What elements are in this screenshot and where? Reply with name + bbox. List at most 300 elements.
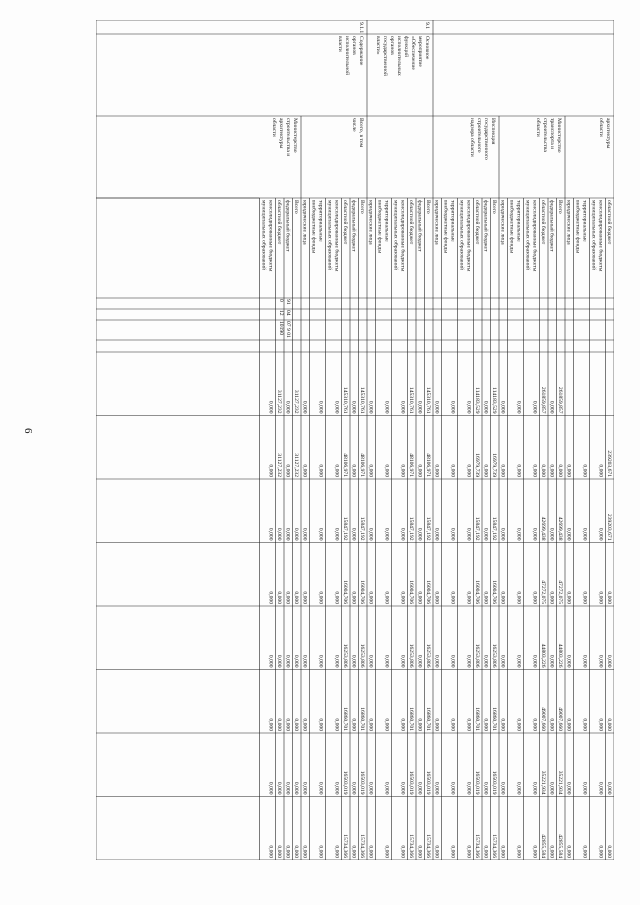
cell-value: 0,000	[284, 781, 291, 795]
cell-value: 0,000	[276, 654, 282, 668]
cell-value: 16253,806	[474, 643, 480, 668]
measure-name: Основноемероприятие«Обеспечениефункцийисполнительныхоргановгосударственнойвласти»	[375, 36, 430, 76]
cell-value: 0,000	[581, 781, 588, 795]
cell-value: 0,000	[482, 527, 489, 541]
cell-value: 0,000	[284, 654, 291, 668]
cell-value: 0,000	[565, 464, 572, 477]
cell-value: 0,000	[606, 845, 612, 858]
cell-value: 0,000	[465, 654, 472, 668]
cell-value: 0,000	[449, 781, 456, 795]
row-label: юридические лица	[499, 200, 506, 245]
cell-value: 0,000	[350, 400, 357, 414]
cell-value: 0,000	[597, 718, 604, 731]
budget-table	[96, 20, 614, 860]
row-label: областной бюджет	[408, 200, 414, 245]
cell-value: 0,000	[465, 845, 472, 858]
cell-value: 42699,438	[557, 516, 563, 541]
cell-value: 0,000	[499, 591, 506, 604]
cell-value: 0,000	[449, 464, 456, 477]
cell-value: 15734,366	[474, 834, 480, 858]
cell-value: 15847,192	[342, 516, 348, 541]
cell-value: 0,000	[449, 591, 456, 604]
cell-value: 0,000	[548, 464, 555, 477]
row-label: территориальныевнебюджетные фонды	[574, 200, 588, 254]
cell-value: 0,000	[276, 591, 282, 604]
cell-value: 0,000	[581, 654, 588, 668]
cell-value: 0,000	[540, 464, 546, 477]
cell-value: 44803,226	[557, 643, 563, 668]
cell-value: 0,000	[333, 400, 340, 414]
cell-value: 0,000	[433, 464, 440, 477]
cell-value: 261859,857	[557, 386, 563, 414]
cell-value: 48106,971	[408, 453, 414, 477]
cell-value: 0,000	[276, 527, 282, 541]
cell-value: 0,000	[597, 781, 604, 795]
budget-code-c2: 0412	[278, 310, 291, 316]
cell-value: 16253,806	[491, 643, 497, 668]
cell-value: 35221,934	[557, 770, 563, 795]
cell-value: 0,000	[367, 654, 374, 668]
cell-value: 0,000	[333, 527, 340, 541]
cell-value: 0,000	[284, 718, 291, 731]
cell-value: 16503,019	[342, 770, 348, 795]
cell-value: 0,000	[482, 654, 489, 668]
cell-value: 239203,671	[606, 450, 612, 477]
cell-value: 0,000	[465, 718, 472, 731]
cell-value: 0,000	[531, 527, 538, 541]
cell-value: 0,000	[449, 527, 456, 541]
cell-value: 42699,438	[540, 516, 546, 541]
cell-value: 0,000	[267, 654, 274, 668]
cell-value: 239203,671	[606, 513, 612, 541]
cell-value: 0,000	[531, 845, 538, 858]
row-label: консолидированные бюджетымуниципальных образований	[590, 200, 604, 272]
cell-value: 0,000	[499, 845, 506, 858]
cell-value: 0,000	[565, 654, 572, 668]
cell-value: 0,000	[581, 591, 588, 604]
cell-value: 31127,232	[276, 453, 282, 477]
cell-value: 15847,192	[359, 516, 365, 541]
cell-value: 0,000	[276, 718, 282, 731]
cell-value: 0,000	[597, 527, 604, 541]
cell-value: 15847,192	[408, 516, 414, 541]
cell-value: 0,000	[597, 845, 604, 858]
responsible-subject-continued: архитектурыобласти	[598, 118, 611, 149]
cell-value: 0,000	[565, 527, 572, 541]
cell-value: 16860,701	[342, 707, 348, 731]
cell-value: 0,000	[416, 400, 423, 414]
cell-value: 16860,701	[408, 707, 414, 731]
cell-value: 0,000	[317, 718, 324, 731]
cell-value: 0,000	[515, 654, 522, 668]
cell-value: 16004,706	[425, 580, 431, 604]
cell-value: 0,000	[581, 718, 588, 731]
cell-value: 0,000	[548, 400, 555, 414]
cell-value: 145310,761	[425, 386, 431, 414]
responsible-subject: Министерствотранспорта истроительстваобласти	[535, 118, 562, 153]
cell-value: 0,000	[367, 718, 374, 731]
cell-value: 0,000	[531, 591, 538, 604]
cell-value: 0,000	[367, 781, 374, 795]
cell-value: 0,000	[449, 400, 456, 414]
cell-value: 0,000	[267, 527, 274, 541]
cell-value: 31127,232	[293, 453, 299, 477]
cell-value: 0,000	[333, 781, 340, 795]
measure-code: 9.1	[424, 22, 430, 29]
cell-value: 0,000	[515, 591, 522, 604]
cell-value: 0,000	[581, 527, 588, 541]
cell-value: 47272,075	[557, 580, 563, 604]
cell-value: 0,000	[416, 527, 423, 541]
cell-value: 16860,701	[425, 707, 431, 731]
cell-value: 0,000	[557, 464, 563, 477]
cell-value: 0,000	[317, 845, 324, 858]
cell-value: 0,000	[301, 591, 308, 604]
cell-value: 0,000	[333, 845, 340, 858]
cell-value: 16004,706	[491, 580, 497, 604]
cell-value: 0,000	[383, 400, 390, 414]
cell-value: 0,000	[465, 400, 472, 414]
cell-value: 0,000	[482, 718, 489, 731]
cell-value: 0,000	[531, 781, 538, 795]
cell-value: 0,000	[515, 527, 522, 541]
cell-value: 145310,761	[342, 386, 348, 414]
cell-value: 0,000	[317, 591, 324, 604]
cell-value: 48106,971	[425, 453, 431, 477]
cell-value: 16503,019	[425, 770, 431, 795]
cell-value: 16253,806	[425, 643, 431, 668]
cell-value: 16503,019	[408, 770, 414, 795]
cell-value: 0,000	[293, 781, 299, 795]
budget-code-c1: 910	[278, 299, 291, 305]
cell-value: 0,000	[284, 400, 291, 414]
row-label: юридические лица	[565, 200, 572, 245]
cell-value: 0,000	[399, 591, 406, 604]
row-label: областной бюджет	[474, 200, 480, 245]
page-number: 6	[22, 428, 34, 434]
cell-value: 0,000	[565, 591, 572, 604]
cell-value: 0,000	[276, 845, 282, 858]
cell-value: 0,000	[581, 845, 588, 858]
cell-value: 0,000	[548, 718, 555, 731]
cell-value: 0,000	[565, 718, 572, 731]
cell-value: 0,000	[433, 718, 440, 731]
row-label: территориальныевнебюджетные фонды	[376, 200, 390, 254]
cell-value: 16253,806	[359, 643, 365, 668]
cell-value: 0,000	[293, 845, 299, 858]
cell-value: 0,000	[383, 591, 390, 604]
row-label: федеральный бюджет	[350, 200, 357, 252]
row-label: консолидированные бюджетымуниципальных образований	[260, 200, 274, 272]
cell-value: 16503,019	[359, 770, 365, 795]
cell-value: 0,000	[482, 781, 489, 795]
cell-value: 0,000	[433, 845, 440, 858]
cell-value: 0,000	[597, 654, 604, 668]
cell-value: 0,000	[433, 654, 440, 668]
cell-value: 0,000	[383, 527, 390, 541]
cell-value: 0,000	[482, 400, 489, 414]
row-label: консолидированные бюджетымуниципальных образований	[458, 200, 472, 272]
cell-value: 0,000	[267, 781, 274, 795]
cell-value: 0,000	[565, 845, 572, 858]
cell-value: 0,000	[449, 845, 456, 858]
cell-value: 0,000	[565, 781, 572, 795]
cell-value: 0,000	[284, 527, 291, 541]
cell-value: 0,000	[515, 464, 522, 477]
cell-value: 0,000	[367, 845, 374, 858]
cell-value: 0,000	[433, 591, 440, 604]
cell-value: 145310,761	[359, 386, 365, 414]
cell-value: 0,000	[284, 591, 291, 604]
cell-value: 145310,761	[408, 386, 414, 414]
cell-value: 15734,366	[491, 834, 497, 858]
cell-value: 0,000	[333, 464, 340, 477]
cell-value: 0,000	[606, 781, 612, 795]
responsible-subject: Инспекциягосударственногостроительногонадзора области	[469, 118, 496, 160]
cell-value: 0,000	[317, 527, 324, 541]
cell-value: 0,000	[399, 400, 406, 414]
row-label: территориальныевнебюджетные фонды	[310, 200, 324, 254]
cell-value: 16860,701	[359, 707, 365, 731]
cell-value: 16004,706	[408, 580, 414, 604]
cell-value: 0,000	[333, 718, 340, 731]
cell-value: 42855,584	[557, 834, 563, 858]
row-label: территориальныевнебюджетные фонды	[442, 200, 456, 254]
cell-value: 0,000	[276, 781, 282, 795]
cell-value: 0,000	[317, 400, 324, 414]
cell-value: 0,000	[531, 718, 538, 731]
cell-value: 16004,706	[342, 580, 348, 604]
cell-value: 0,000	[383, 718, 390, 731]
cell-value: 0,000	[433, 781, 440, 795]
cell-value: 0,000	[465, 591, 472, 604]
cell-value: 0,000	[531, 654, 538, 668]
responsible-subject: Всего, в томчисле	[351, 118, 364, 148]
cell-value: 0,000	[293, 718, 299, 731]
cell-value: 0,000	[317, 464, 324, 477]
cell-value: 0,000	[301, 464, 308, 477]
cell-value: 0,000	[449, 654, 456, 668]
cell-value: 15847,192	[425, 516, 431, 541]
cell-value: 48106,971	[342, 453, 348, 477]
cell-value: 114183,529	[474, 387, 480, 414]
cell-value: 47272,075	[540, 580, 546, 604]
row-label: областной бюджет	[276, 200, 282, 245]
row-label: федеральный бюджет	[416, 200, 423, 252]
cell-value: 0,000	[267, 845, 274, 858]
cell-value: 0,000	[301, 400, 308, 414]
cell-value: 0,000	[416, 718, 423, 731]
cell-value: 0,000	[515, 400, 522, 414]
cell-value: 0,000	[350, 845, 357, 858]
budget-table-grid	[96, 20, 614, 860]
cell-value: 0,000	[449, 718, 456, 731]
cell-value: 15847,192	[474, 516, 480, 541]
cell-value: 261859,857	[540, 386, 546, 414]
cell-value: 0,000	[399, 718, 406, 731]
cell-value: 0,000	[367, 591, 374, 604]
cell-value: 0,000	[465, 527, 472, 541]
row-label: Всего	[425, 200, 431, 214]
cell-value: 0,000	[606, 654, 612, 668]
cell-value: 0,000	[301, 527, 308, 541]
responsible-subject: Министерствостроительства иархитектурыобласти	[271, 118, 298, 157]
cell-value: 0,000	[548, 654, 555, 668]
cell-value: 0,000	[531, 464, 538, 477]
cell-value: 0,000	[293, 591, 299, 604]
cell-value: 0,000	[416, 464, 423, 477]
cell-value: 0,000	[284, 464, 291, 477]
cell-value: 0,000	[482, 464, 489, 477]
cell-value: 0,000	[548, 781, 555, 795]
table-frame	[96, 20, 614, 860]
cell-value: 0,000	[399, 781, 406, 795]
row-label: консолидированные бюджетымуниципальных образований	[392, 200, 406, 272]
cell-value: 0,000	[333, 591, 340, 604]
cell-value: 0,000	[399, 527, 406, 541]
cell-value: 49007,660	[540, 707, 546, 731]
cell-value: 16860,701	[474, 707, 480, 731]
cell-value: 15847,192	[491, 516, 497, 541]
cell-value: 0,000	[416, 654, 423, 668]
row-label: областной бюджет	[342, 200, 348, 245]
cell-value: 16253,806	[408, 643, 414, 668]
cell-value: 0,000	[350, 591, 357, 604]
cell-value: 0,000	[499, 527, 506, 541]
cell-value: 0,000	[606, 718, 612, 731]
budget-code-c3: 07 9 0110190	[278, 321, 291, 338]
cell-value: 0,000	[399, 845, 406, 858]
cell-value: 0,000	[548, 845, 555, 858]
cell-value: 0,000	[317, 654, 324, 668]
cell-value: 0,000	[301, 654, 308, 668]
cell-value: 0,000	[581, 464, 588, 477]
cell-value: 0,000	[383, 845, 390, 858]
cell-value: 0,000	[350, 781, 357, 795]
cell-value: 0,000	[350, 654, 357, 668]
row-label: территориальныевнебюджетные фонды	[508, 200, 522, 254]
cell-value: 0,000	[499, 464, 506, 477]
cell-value: 0,000	[367, 464, 374, 477]
row-label: юридические лица	[301, 200, 308, 245]
row-label: областной бюджет	[606, 200, 612, 245]
cell-value: 0,000	[515, 845, 522, 858]
row-label: юридические лица	[367, 200, 374, 245]
cell-value: 0,000	[606, 591, 612, 604]
row-label: Всего	[557, 200, 563, 214]
cell-value: 0,000	[350, 718, 357, 731]
cell-value: 0,000	[293, 527, 299, 541]
cell-value: 42855,584	[540, 834, 546, 858]
cell-value: 16860,701	[491, 707, 497, 731]
cell-value: 31127,232	[276, 389, 282, 414]
cell-value: 0,000	[416, 781, 423, 795]
cell-value: 0,000	[350, 527, 357, 541]
cell-value: 0,000	[267, 591, 274, 604]
cell-value: 0,000	[267, 718, 274, 731]
cell-value: 114183,529	[491, 387, 497, 414]
row-label: Всего	[293, 200, 299, 214]
cell-value: 0,000	[383, 654, 390, 668]
cell-value: 16004,706	[474, 580, 480, 604]
cell-value: 0,000	[482, 591, 489, 604]
cell-value: 0,000	[433, 527, 440, 541]
cell-value: 0,000	[301, 718, 308, 731]
measure-code: 9.1.1	[358, 22, 364, 34]
cell-value: 0,000	[367, 527, 374, 541]
cell-value: 0,000	[597, 591, 604, 604]
cell-value: 0,000	[499, 654, 506, 668]
cell-value: 0,000	[350, 464, 357, 477]
cell-value: 44803,226	[540, 643, 546, 668]
cell-value: 0,000	[301, 845, 308, 858]
cell-value: 16004,706	[359, 580, 365, 604]
row-label: федеральный бюджет	[482, 200, 489, 252]
row-label: федеральный бюджет	[548, 200, 555, 252]
cell-value: 0,000	[416, 591, 423, 604]
cell-value: 0,000	[293, 654, 299, 668]
cell-value: 0,000	[284, 845, 291, 858]
cell-value: 16503,019	[474, 770, 480, 795]
row-label: Всего	[491, 200, 497, 214]
cell-value: 0,000	[267, 464, 274, 477]
cell-value: 0,000	[399, 464, 406, 477]
cell-value: 0,000	[548, 591, 555, 604]
cell-value: 0,000	[333, 654, 340, 668]
row-label: юридические лица	[433, 200, 440, 245]
measure-name: Содержаниеоргановисполнительнойвласти	[337, 36, 364, 76]
cell-value: 15734,366	[359, 834, 365, 858]
cell-value: 15734,366	[425, 834, 431, 858]
cell-value: 0,000	[548, 527, 555, 541]
cell-value: 16503,019	[491, 770, 497, 795]
cell-value: 0,000	[465, 781, 472, 795]
cell-value: 0,000	[267, 400, 274, 414]
cell-value: 0,000	[465, 464, 472, 477]
cell-value: 0,000	[383, 781, 390, 795]
cell-value: 31127,232	[293, 389, 299, 414]
cell-value: 0,000	[383, 464, 390, 477]
cell-value: 0,000	[399, 654, 406, 668]
row-label: областной бюджет	[540, 200, 546, 245]
cell-value: 16979,739	[474, 453, 480, 477]
cell-value: 49007,660	[557, 707, 563, 731]
cell-value: 16253,806	[342, 643, 348, 668]
row-label: федеральный бюджет	[284, 200, 291, 252]
cell-value: 0,000	[367, 400, 374, 414]
cell-value: 0,000	[416, 845, 423, 858]
cell-value: 0,000	[515, 718, 522, 731]
cell-value: 0,000	[515, 781, 522, 795]
cell-value: 0,000	[301, 781, 308, 795]
cell-value: 15734,366	[408, 834, 414, 858]
cell-value: 0,000	[433, 400, 440, 414]
cell-value: 35221,934	[540, 770, 546, 795]
cell-value: 0,000	[482, 845, 489, 858]
row-label: Всего	[359, 200, 365, 214]
cell-value: 16979,739	[491, 453, 497, 477]
row-label: консолидированные бюджетымуниципальных образований	[326, 200, 340, 272]
cell-value: 0,000	[531, 400, 538, 414]
cell-value: 48106,971	[359, 453, 365, 477]
cell-value: 0,000	[499, 781, 506, 795]
cell-value: 0,000	[597, 464, 604, 477]
cell-value: 0,000	[499, 718, 506, 731]
cell-value: 0,000	[317, 781, 324, 795]
cell-value: 15734,366	[342, 834, 348, 858]
row-label: консолидированные бюджетымуниципальных образований	[524, 200, 538, 272]
cell-value: 0,000	[499, 400, 506, 414]
